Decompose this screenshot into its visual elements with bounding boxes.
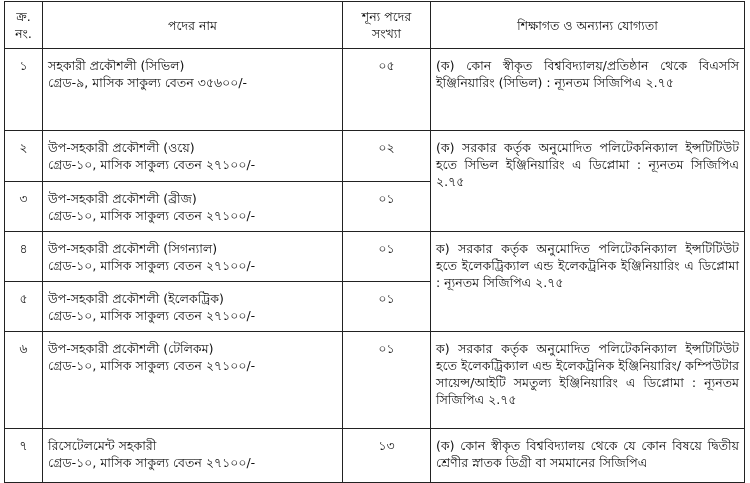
- post-grade: গ্রেড-১০, মাসিক সাকুল্য বেতন ২৭১০০/-: [48, 455, 256, 470]
- header-vacancies: শূন্য পদের সংখ্যা: [343, 2, 431, 49]
- post-grade: গ্রেড-১০, মাসিক সাকুল্য বেতন ২৭১০০/-: [48, 358, 256, 373]
- post-name: উপ-সহকারী প্রকৌশলী (সিগন্যাল): [48, 241, 218, 256]
- post-grade: গ্রেড-১০, মাসিক সাকুল্য বেতন ২৭১০০/-: [48, 308, 256, 323]
- post-name: উপ-সহকারী প্রকৌশলী (ইলেকট্রিক): [48, 291, 224, 306]
- header-row: [5, 2, 745, 49]
- qualification-cell: ক) সরকার কর্তৃক অনুমোদিত পলিটেকনিক্যাল ইন্সটিটিউট হতে ইলেকট্রিক্যাল এন্ড ইলেকট্রনিক ইঞ্জিনিয়ারিং এ ডিপ্লোমা : ন্যূনতম সিজিপিএ ২.৭৫: [431, 232, 745, 332]
- post-cell: [43, 232, 343, 282]
- table-row: [5, 49, 745, 131]
- post-cell: [43, 49, 343, 131]
- table-row: [5, 429, 745, 483]
- vacancy-cell: ০১: [343, 332, 431, 429]
- table-row: [5, 131, 745, 182]
- serial-cell: ৬: [5, 332, 43, 429]
- post-cell: [43, 282, 343, 332]
- post-name: উপ-সহকারী প্রকৌশলী (ব্রীজ): [48, 191, 197, 206]
- header-qualification: শিক্ষাগত ও অন্যান্য যোগ্যতা: [431, 2, 745, 49]
- header-post-name: পদের নাম: [43, 2, 343, 49]
- post-cell: [43, 182, 343, 232]
- serial-cell: ৭: [5, 429, 43, 483]
- header-serial: ক্র. নং.: [5, 2, 43, 49]
- post-cell: [43, 429, 343, 483]
- post-cell: [43, 131, 343, 182]
- post-name: উপ-সহকারী প্রকৌশলী (ওয়ে): [48, 140, 195, 155]
- serial-cell: ২: [5, 131, 43, 182]
- serial-cell: ৩: [5, 182, 43, 232]
- table-row: [5, 232, 745, 282]
- vacancy-cell: ১৩: [343, 429, 431, 483]
- vacancy-cell: ০১: [343, 232, 431, 282]
- post-grade: গ্রেড-১০, মাসিক সাকুল্য বেতন ২৭১০০/-: [48, 208, 256, 223]
- post-cell: [43, 332, 343, 429]
- qualification-cell: (ক) কোন স্বীকৃত বিশ্ববিদ্যালয় থেকে যে কোন বিষয়ে দ্বিতীয় শ্রেণীর স্নাতক ডিগ্রী বা সমমানের সিজিপিএ: [431, 429, 745, 483]
- table-row: [5, 332, 745, 429]
- serial-cell: ৫: [5, 282, 43, 332]
- qualification-cell: ক) সরকার কর্তৃক অনুমোদিত পলিটেকনিক্যাল ইন্সটিটিউট হতে ইলেকট্রিক্যাল এন্ড ইলেকট্রনিক ইঞ্জিনিয়ারিং/ কম্পিউটার সায়েন্স/আইটি সমতুল্য ইঞ্জিনিয়ারিং এ ডিপ্লোমা : ন্যূনতম সিজিপিএ ২.৭৫: [431, 332, 745, 429]
- post-grade: গ্রেড-১০, মাসিক সাকুল্য বেতন ২৭১০০/-: [48, 157, 256, 172]
- recruitment-table: [4, 1, 745, 483]
- serial-cell: ৪: [5, 232, 43, 282]
- post-name: সহকারী প্রকৌশলী (সিভিল): [48, 58, 185, 73]
- post-name: উপ-সহকারী প্রকৌশলী (টেলিকম): [48, 341, 214, 356]
- post-grade: গ্রেড-৯, মাসিক সাকুল্য বেতন ৩৫৬০০/-: [48, 75, 248, 90]
- post-grade: গ্রেড-১০, মাসিক সাকুল্য বেতন ২৭১০০/-: [48, 258, 256, 273]
- vacancy-cell: ০২: [343, 131, 431, 182]
- vacancy-cell: ০১: [343, 282, 431, 332]
- vacancy-cell: ০৫: [343, 49, 431, 131]
- post-name: রিসেটেলমেন্ট সহকারী: [48, 438, 157, 453]
- qualification-cell: (ক) সরকার কর্তৃক অনুমোদিত পলিটেকনিক্যাল ইন্সটিটিউট হতে সিভিল ইঞ্জিনিয়ারিং এ ডিপ্লোমা : ন্যূনতম সিজিপিএ ২.৭৫: [431, 131, 745, 232]
- serial-cell: ১: [5, 49, 43, 131]
- vacancy-cell: ০১: [343, 182, 431, 232]
- qualification-cell: (ক) কোন স্বীকৃত বিশ্ববিদ্যালয়/প্রতিষ্ঠান থেকে বিএসসি ইঞ্জিনিয়ারিং (সিভিল) : ন্যূনতম সিজিপিএ ২.৭৫: [431, 49, 745, 131]
